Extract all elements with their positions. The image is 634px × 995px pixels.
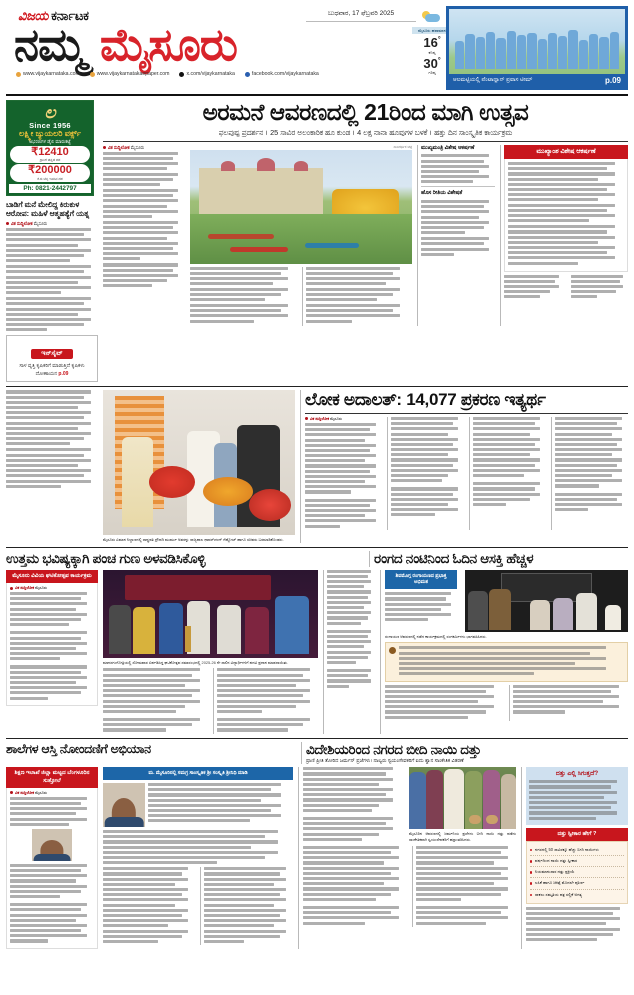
title-namma: ನಮ್ಮ: [14, 19, 86, 70]
lead-col-4: [500, 145, 628, 326]
team-photo-figures: [455, 21, 619, 69]
temp-min-label: ಕನಿಷ್ಠ: [428, 49, 436, 55]
adalat-left-body: [6, 390, 98, 445]
section3-col2a: [103, 867, 195, 945]
person-figure: [576, 593, 597, 630]
section3-col2-inner: [103, 783, 293, 827]
section-2: [6, 547, 628, 734]
lead-col4-subcols: [504, 275, 628, 301]
dog-adoption-photo[interactable]: [409, 767, 516, 829]
byline-place: ಮೈಸೂರು: [35, 586, 47, 590]
section2-photo-col: [103, 570, 318, 734]
section3-right-head: [301, 742, 628, 765]
person-figure: [489, 589, 510, 630]
adalat-columns: [6, 390, 628, 543]
ad-silver-price: [10, 164, 90, 182]
section3-col3-body: [303, 846, 516, 927]
temp-min-value: 16: [423, 35, 438, 51]
lead-body-a3: [103, 221, 185, 260]
lead-body-d2: [421, 200, 495, 234]
section3-red-header: ಶಿಕ್ಷಣ ಇಲಾಖೆ ಜಿಲ್ಲಾ ಮಟ್ಟದ ಬೆಂಗಳೂರಿನ ಸುತ್ತೋಲೆ: [6, 767, 98, 788]
lead-body-b1: [190, 267, 297, 301]
list-item: ಲಸಿಕೆ ಹಾಗೂ ಚಿಕಿತ್ಸೆ ಮೊದಲೇ ಪೂರ್ಣ: [530, 878, 624, 889]
section3-subhead-right: ಪ್ರಾಣಿ ಪ್ರೀತಿ ತೋರಿದ ಜರ್ಮನ್ ಪ್ರಜೆಗಳು। ನಾಲ್ವರು ಸ್ವಯಂಸೇವಕರಿಗೆ ಐದು ಶ್ವಾನ ಸಾಂಕೇತಿಕ ವಿತರಣೆ: [306, 758, 464, 765]
section2-right-col: [380, 570, 628, 734]
lead-body-a1: [103, 152, 185, 186]
person-figure: [245, 607, 269, 655]
publisher-vijaya: ವಿಜಯ: [18, 8, 49, 23]
section2-red-box-body: [6, 583, 98, 706]
flower-bed: [208, 234, 275, 239]
list-item: ಸಾಕಲು ಸಮ್ಮತಿಯ ಪತ್ರ ಸಲ್ಲಿಕೆ ಅಗತ್ಯ: [530, 890, 624, 900]
lead-body-d3: [421, 237, 495, 256]
lead-subhead: ಫಲಪುಷ್ಪ ಪ್ರದರ್ಶನ । 25 ಸಾವಿರ ಅಲಂಕಾರಿಕ ಹೂ ಕುಂಡ । 4 ಲಕ್ಷ ನಾನಾ ಹೂವುಗಳ ಬಳಕೆ । ಹತ್ತು ದಿನ ಸಾಂಸ್ಕೃತಿಕ ಕಾರ್ಯಕ್ರಮ: [103, 128, 628, 142]
temp-max: 30°: [423, 55, 441, 71]
lead-body-b2: [190, 304, 297, 323]
highlight-body-2: [508, 225, 624, 264]
web-url-1: www.vijaykarnataka.com: [23, 71, 80, 77]
person-portrait: [103, 783, 145, 827]
masthead-date-block: [306, 10, 416, 22]
adoption-info-title: ದತ್ತು ಎಲ್ಲಿ ಸಿಗುತ್ತದೆ?: [555, 770, 599, 778]
byline-agency: ವಿಕ ಸುದ್ದಿಲೋಕ: [310, 416, 330, 421]
gold-price-value: ₹12410: [31, 145, 69, 158]
section3-col2-cols: [103, 867, 293, 945]
president-photo[interactable]: [103, 390, 295, 535]
facebook-icon: [245, 72, 250, 77]
web-link-vk[interactable]: [16, 71, 80, 77]
president-photo-caption: ಮೈಸೂರು ವಿಮಾನ ನಿಲ್ದಾಣದಲ್ಲಿ ರಾಷ್ಟ್ರಪತಿ ದ್ರೌಪದಿ ಮುರ್ಮು ಅವರನ್ನು ರಾಜ್ಯಪಾಲ ಥಾವರ್‌ಚಂದ್ ಗೆಹ್ಲೋಟ್ ಹಾಗೂ ಸಚಿವರು ಬರಮಾಡಿಕೊಂಡರು.: [103, 537, 284, 543]
cloud-sun-icon: [422, 10, 442, 26]
section2-right-head: [369, 551, 628, 567]
masthead-divider: [6, 94, 628, 96]
palace-dome: [221, 161, 235, 171]
lead-col4a: [504, 275, 563, 301]
person-portrait: [32, 829, 72, 861]
highlight-box-body: [504, 159, 628, 272]
adalat-section: [6, 386, 628, 543]
adalat-body-col4: [551, 417, 628, 530]
publisher-karnataka: ಕರ್ನಾಟಕ: [51, 8, 89, 23]
person-figure: [409, 772, 426, 829]
theatre-photo[interactable]: [465, 570, 628, 632]
left-story-body2: [6, 265, 98, 294]
adalat-body-cols: [305, 417, 628, 530]
section2-right-body: [385, 685, 628, 721]
lead-col-1: [103, 145, 185, 326]
ad-tagline: ಅಭರಣಗಳ ಡೈಲಿ ಮಾರುಕಟ್ಟೆ: [29, 138, 71, 144]
byline-agency: ವಿಕ ಸುದ್ದಿಲೋಕ: [11, 220, 33, 226]
section2-headline-left: ಉತ್ತಮ ಭವಿಷ್ಯಕ್ಕಾಗಿ ಪಂಚ ಗುಣ ಅಳವಡಿಸಿಕೊಳ್ಳಿ: [6, 551, 206, 567]
x-icon: [179, 72, 184, 77]
adalat-headline: ಲೋಕ ಅದಾಲತ್: 14,077 ಪ್ರಕರಣ ಇತ್ಯರ್ಥ: [305, 390, 546, 410]
section3-col1: [6, 767, 98, 948]
section3-dogs-photo-col: [406, 767, 516, 843]
section3-headline-left: ಶಾಲೆಗಳ ಆಸ್ತಿ ನೋಂದಣಿಗೆ ಅಭಿಯಾನ: [6, 741, 151, 756]
highlight-box-header: ಮುಖ್ಯಾಂಶ ವಿಶೇಷ ಆಕರ್ಷಣೆ: [504, 145, 628, 159]
adalat-photo-col: [103, 390, 295, 543]
convocation-caption: ಮಾನಸಗಂಗೋತ್ರಿಯಲ್ಲಿ ಸೋಮವಾರ ಏರ್ಪಡಿಸಿದ್ದ ಘಟಿಕೋತ್ಸವ ಸಮಾರಂಭದಲ್ಲಿ 2025-26 ನೇ ಸಾಲಿನ ವಿದ್ಯಾರ್ಥಿಗಳಿಗೆ ಪದವಿ ಪ್ರದಾನ ಮಾಡಲಾಯಿತು.: [103, 659, 288, 665]
person-figure: [426, 770, 443, 830]
theatre-caption: ರಂಗಾಯಣ ಆವರಣದಲ್ಲಿ ನಡೆದ ಕಾರ್ಯಕ್ರಮದಲ್ಲಿ ರಂಗಕರ್ಮಿಗಳು ಭಾಗವಹಿಸಿದರು.: [385, 633, 487, 639]
masthead-title: [14, 19, 306, 70]
masthead-promo-photo[interactable]: [446, 6, 628, 90]
lead-main: [103, 100, 628, 382]
section2-right-top: [385, 570, 628, 632]
masthead-web-links: [16, 71, 319, 77]
lead-body-d1: [421, 154, 495, 183]
left-rail: [6, 100, 98, 382]
section3-col3b: [412, 846, 516, 927]
byline-agency: ವಿಕ ಸುದ್ದಿಲೋಕ: [15, 586, 35, 590]
insight-body: [7, 360, 97, 381]
person-figure: [109, 605, 131, 654]
section2-right-body-b: [509, 685, 628, 721]
lead-headline: ಅರಮನೆ ಆವರಣದಲ್ಲಿ 21ರಿಂದ ಮಾಗಿ ಉತ್ಸವ: [202, 99, 529, 125]
section3-col3a: [303, 846, 407, 927]
section2-columns: [6, 570, 628, 734]
convocation-photo[interactable]: [103, 570, 318, 658]
byline-agency: ವಿಕ ಸುದ್ದಿಲೋಕ: [15, 790, 35, 795]
dog-figure: [486, 815, 498, 824]
person-figure: [159, 603, 183, 654]
globe-icon: [90, 72, 95, 77]
section2-left-head: [6, 551, 364, 567]
byline-agency: ವಿಕ ಸುದ್ದಿಲೋಕ: [108, 144, 130, 150]
section3-col1-body: [6, 788, 98, 949]
ad-gold-price: [10, 146, 90, 164]
section3-columns: [6, 767, 628, 948]
adalat-byline: [305, 417, 382, 421]
adalat-body-col1: [305, 417, 382, 530]
sidebar-subhead-2: ಹೊಸ ರೀತಿಯ ವಿಶೇಷತೆ: [421, 190, 463, 197]
lead-col-2b: [302, 267, 409, 326]
dog-figure: [469, 815, 481, 824]
adalat-body-col3: [469, 417, 546, 530]
section3-sidebar: [521, 767, 628, 948]
palace-photo[interactable]: [190, 150, 412, 264]
byline-place: ಮೈಸೂರು: [33, 220, 48, 226]
person-figure: [530, 600, 550, 630]
person-figure: [444, 769, 463, 830]
lead-col-2a: [190, 267, 297, 326]
section2-headlines: [6, 551, 628, 567]
jewellery-ad[interactable]: [6, 100, 94, 196]
sidebar-subhead: ಮುಖ್ಯಮಂತ್ರಿ ವಿಶೇಷ ಆಕರ್ಷಣೆ: [421, 144, 475, 151]
dogs-photo-caption: ಮೈಸೂರಿನ ಆವರಣದಲ್ಲಿ ಜರ್ಮನಿಯ ಪ್ರಜೆಗಳು ಬೀದಿ ನಾಯಿ ದತ್ತು ಪಡೆದು ಸಾಂಕೇತಿಕವಾಗಿ ಸ್ವಯಂಸೇವಕರಿಗೆ ಹಸ್ತಾಂತರಿಸಿದರು.: [408, 831, 516, 842]
title-mysuru: ಮೈಸೂರು: [99, 19, 237, 70]
event-banner: [125, 575, 271, 600]
section2-tan-note: [385, 642, 628, 681]
section2-col3: [323, 570, 375, 734]
section2-blue-kicker: ಶಿವಮೊಗ್ಗ ರಂಗಾಯಣದ ಪ್ರಭಾಕ್ತ ಅಭಿಮತ: [385, 570, 457, 590]
palace-garden: [190, 214, 412, 264]
weather-badge: ಮೈಸೂರು ಹವಾಮಾನ: [412, 27, 452, 34]
masthead: [6, 4, 628, 92]
section2-body-a: [103, 668, 208, 733]
web-url-2: www.vijaykarnatakaepaper.com: [96, 71, 170, 77]
insight-page: p.09: [58, 370, 69, 377]
lead-byline: [103, 145, 185, 150]
section-3: [6, 738, 628, 949]
section2-byline: [10, 586, 94, 590]
flower-bed: [305, 243, 358, 248]
web-link-facebook[interactable]: [245, 71, 319, 77]
section2-body-b: [213, 668, 318, 733]
web-url-4: facebook.com/vijaykarnataka: [251, 71, 319, 77]
ceremonial-lamp: [185, 626, 191, 652]
lead-col-3: [417, 145, 495, 326]
silver-price-note: ಕೆ.ಜಿ ಬೆಳ್ಳಿ ಇಂದಿನ ದರ: [37, 176, 63, 181]
temp-max-value: 30: [423, 55, 438, 71]
insight-box[interactable]: [6, 335, 98, 382]
lead-col4b: [568, 275, 628, 301]
insight-header: ಇನ್‌ಸೈಟ್: [31, 349, 72, 359]
section3-col3-top: [303, 767, 516, 843]
promo-photo-caption: [449, 74, 625, 87]
bouquet: [249, 489, 291, 521]
person-figure: [605, 605, 621, 630]
lead-body-a4: [103, 263, 185, 287]
lead-section: [6, 100, 628, 382]
person-figure: [275, 596, 309, 654]
left-story-headline: ಬಾಡಿಗೆ ಮನೆ ಮೇಲಿದ್ದ ಕಿರುಕುಳ ಆರೋಪ: ಮಹಿಳೆ ಆತ್ಮಹತ್ಯೆಗೆ ಯತ್ನ: [6, 199, 89, 218]
ad-business-name: ಲಕ್ಷ್ಮೀ ಜ್ಯುಯಲರಿ ವರ್ಕ್ಸ್: [19, 129, 81, 138]
globe-icon: [16, 72, 21, 77]
ad-logo: ಲ: [44, 103, 56, 122]
palace-dome: [294, 161, 308, 171]
temp-max-label: ಗರಿಷ್ಠ: [428, 70, 436, 76]
promo-caption-text: ಆಲಮಟ್ಟಿಯಲ್ಲಿ ಪೆಂಟಾಥ್ಲಾನ್ ಪ್ರವಾಸ ಟೀಮ್: [453, 77, 533, 83]
lead-columns: [103, 145, 628, 326]
adalat-main: [300, 390, 628, 543]
section2-theatre-photo-col: [462, 570, 628, 632]
bouquet: [149, 466, 195, 498]
section3-col3: [298, 767, 516, 948]
list-item: ನಿಯಮಾನುಸಾರ ದತ್ತು ಪ್ರಕ್ರಿಯೆ: [530, 867, 624, 878]
section3-headlines: [6, 742, 628, 765]
byline-place: ಮೈಸೂರು: [130, 144, 145, 150]
ad-since: Since 1956: [29, 121, 71, 130]
section3-col3-text: [303, 767, 401, 843]
portrait-shirt: [105, 817, 144, 827]
list-item: ವರ್ಷದಿಂದ ನಾಯಿ ದತ್ತು ಸ್ವೀಕಾರ: [530, 856, 624, 867]
adalat-left-spill: [6, 390, 98, 543]
section2-col1: [6, 570, 98, 734]
photo-credit: ಸಾಂದರ್ಭಿಕ ಚಿತ್ರ: [393, 144, 412, 149]
person-figure: [468, 591, 488, 629]
section3-col2b: [200, 867, 293, 945]
section2-kicker-col: [385, 570, 457, 632]
section2-headline-right: ರಂಗದ ನಂಟಿನಿಂದ ಓದಿನ ಆಸಕ್ತಿ ಹೆಚ್ಚಳ: [374, 551, 534, 567]
list-item: ನಗರದಲ್ಲಿ 50 ಸಾವಿರಕ್ಕೂ ಹೆಚ್ಚು ಬೀದಿ ನಾಯಿಗಳು: [530, 845, 624, 856]
person-figure: [501, 774, 516, 830]
ad-phone[interactable]: Ph: 0821-2442797: [9, 184, 91, 193]
section3-sidebar-body: [526, 907, 628, 941]
section3-byline: [10, 791, 94, 795]
section3-headline-right: ವಿದೇಶಿಯರಿಂದ ನಗರದ ಬೀದಿ ನಾಯಿ ದತ್ತು: [306, 741, 481, 757]
bullet-icon: [389, 647, 396, 654]
adalat-left-body2: [6, 448, 98, 487]
lead-body-c2: [306, 304, 409, 323]
web-url-3: x.com/vijaykarnataka: [186, 71, 235, 77]
person-figure: [553, 598, 573, 630]
person-figure: [133, 607, 155, 655]
adoption-steps-list: [526, 841, 628, 904]
insight-text: ಸಾಳ ವೃತ್ತಿ ಕೃಷಿಕರಿಗೆ ಮಾಡುತ್ತಿದೆ ಕೃಷಿಕಳು ದೋಣಾಯನ: [19, 363, 85, 377]
person-figure: [217, 605, 241, 654]
section2-photo-body: [103, 668, 318, 733]
adalat-body-col2: [387, 417, 464, 530]
lead-body-a2: [103, 189, 185, 218]
promo-page-ref: p.09: [604, 76, 621, 85]
adoption-howto-bar: ದತ್ತು ಸ್ವೀಕಾರ ಹೇಗೆ ?: [526, 828, 628, 841]
section3-left-head: [6, 742, 296, 765]
gold-price-note: ಗ್ರಾಂಗೆ ಚಿನ್ನದ ದರ: [39, 158, 61, 163]
section2-right-body-a: [385, 685, 504, 721]
highlight-body-1: [508, 162, 624, 222]
lead-sub-columns: [190, 267, 412, 326]
section3-blue-box: ಮ. ಮೈಸೂರಿನಲ್ಲಿ ಸಮಗ್ರ ಸಾಂಸ್ಕೃತಿಕ ಶ್ರೀ ಸಂಸ್ಕೃತಿ ಶ್ರೀನಿಧಿ ಮಾಡಿ: [103, 767, 293, 780]
left-story: [6, 200, 98, 332]
left-story-body: [6, 228, 98, 262]
palace-dome: [257, 158, 275, 171]
section2-red-box-header: ಮೈಸೂರು ವಿವಿಯ ಘಟಿಕೋತ್ಸವ ಕಾರ್ಯಕ್ರಮ: [6, 570, 98, 583]
portrait-shirt: [34, 854, 71, 861]
publication-date: ಬುಧವಾರ, 17 ಫೆಬ್ರವರಿ 2025: [306, 10, 416, 22]
flower-bed: [230, 247, 288, 252]
web-link-x[interactable]: [179, 71, 234, 77]
lead-body-c1: [306, 267, 409, 301]
byline-place: ಮೈಸೂರು: [35, 790, 47, 795]
adoption-info-box: [526, 767, 628, 825]
byline-place: ಮೈಸೂರು: [330, 416, 342, 421]
left-story-body3: [6, 297, 98, 331]
masthead-brand: [6, 8, 319, 77]
temp-min: 16°: [423, 35, 441, 51]
section3-col2: [103, 767, 293, 948]
left-story-byline: [6, 221, 98, 226]
web-link-epaper[interactable]: [90, 71, 170, 77]
lead-col-2: [190, 145, 412, 326]
silver-price-value: ₹200000: [28, 164, 72, 177]
palace-building: [199, 168, 323, 218]
